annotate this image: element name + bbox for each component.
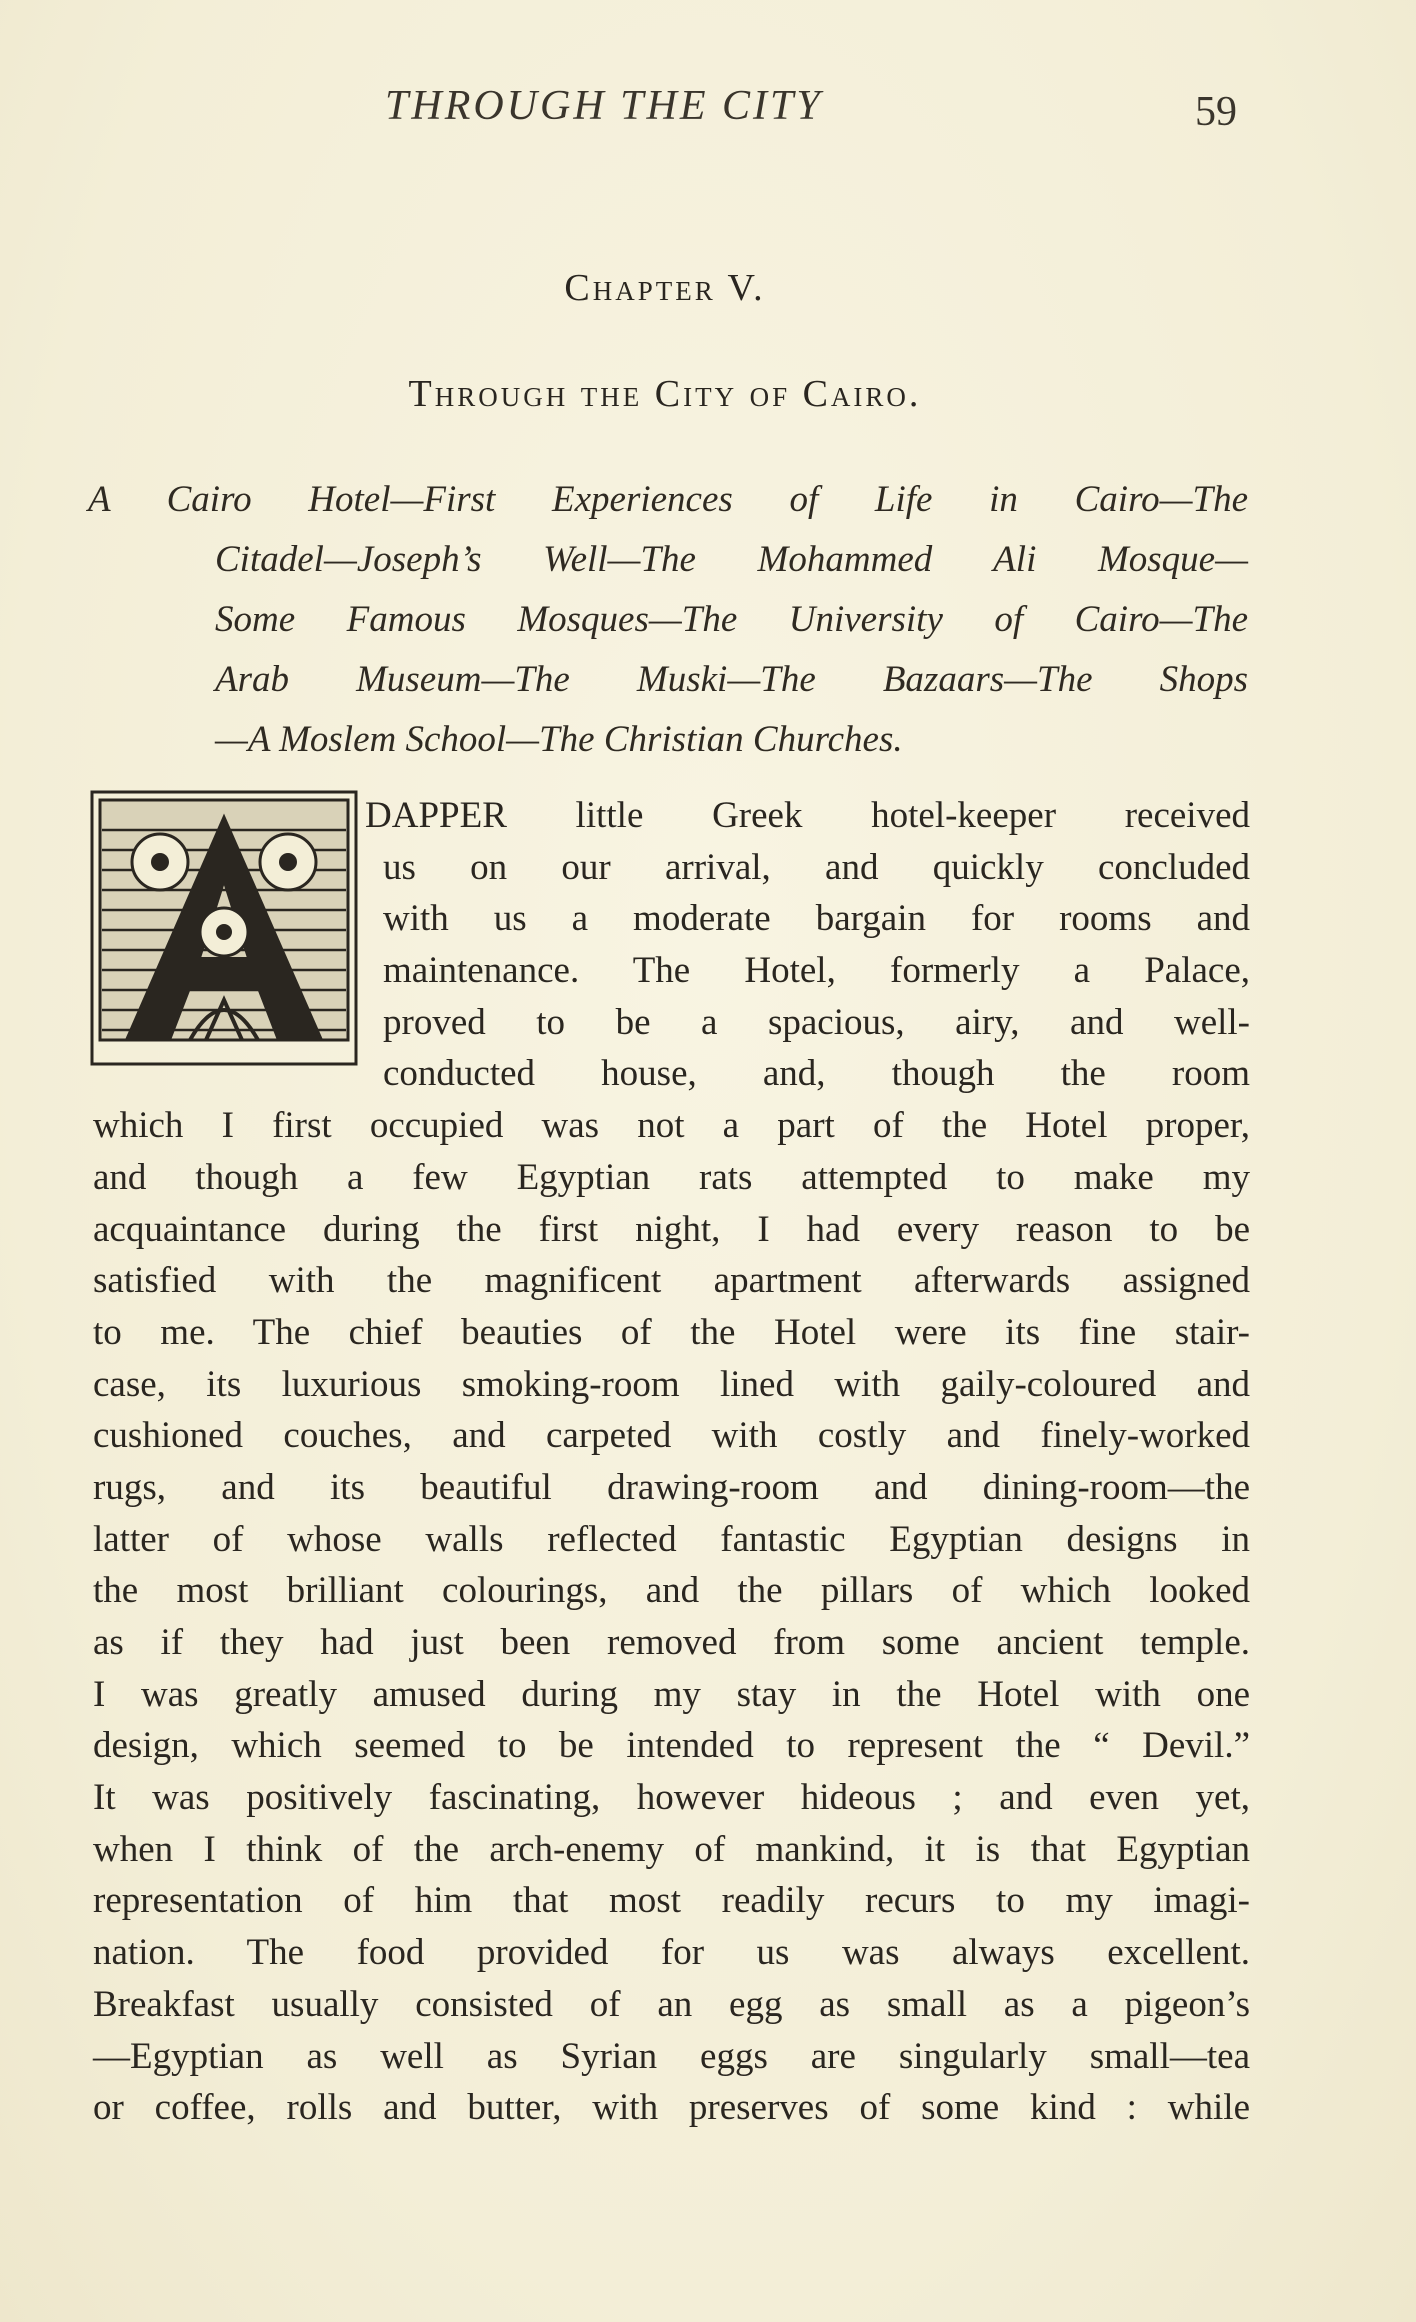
body-line: conducted house, and, though the room [383,1053,1250,1095]
body-line: cushioned couches, and carpeted with costly and finely-worked [93,1415,1250,1457]
synopsis-line: A Cairo Hotel—First Experiences of Life in Cairo—The [88,479,1248,520]
body-line: design, which seemed to be intended to represent the “ Devil.” [93,1725,1250,1767]
body-line: which I first occupied was not a part of the Hotel proper, [93,1105,1250,1147]
synopsis-line: Some Famous Mosques—The University of Cairo—The [215,599,1248,640]
running-title: THROUGH THE CITY [385,83,823,129]
body-line: proved to be a spacious, airy, and well- [383,1001,1250,1043]
body-line: to me. The chief beauties of the Hotel were its fine stair- [93,1311,1250,1353]
body-line: representation of him that most readily recurs to my imagi- [93,1880,1250,1922]
chapter-synopsis [88,470,1248,770]
body-line: acquaintance during the first night, I had every reason to be [93,1208,1250,1250]
body-line: or coffee, rolls and butter, with preserves of some kind : while [93,2087,1250,2129]
synopsis-line: —A Moslem School—The Christian Churches. [215,719,903,760]
body-line: with us a moderate bargain for rooms and [383,898,1250,940]
body-line: satisfied with the magnificent apartment afterwards assigned [93,1260,1250,1302]
body-line: I was greatly amused during my stay in the Hotel with one [93,1673,1250,1715]
body-line: as if they had just been removed from some ancient temple. [93,1622,1250,1663]
synopsis-line: Citadel—Joseph’s Well—The Mohammed Ali Mosque— [215,539,1248,580]
body-line: rugs, and its beautiful drawing-room and dining-room—the [93,1466,1250,1508]
body-line: nation. The food provided for us was always excellent. [93,1932,1250,1974]
synopsis-line: Arab Museum—The Muski—The Bazaars—The Shops [215,659,1248,700]
body-line: latter of whose walls reflected fantastic Egyptian designs in [93,1518,1250,1560]
body-line: the most brilliant colourings, and the pillars of which looked [93,1570,1250,1612]
body-line: maintenance. The Hotel, formerly a Palace, [383,950,1250,992]
body-line: and though a few Egyptian rats attempted to make my [93,1156,1250,1198]
body-line: case, its luxurious smoking-room lined with gaily-coloured and [93,1363,1250,1405]
body-line: —Egyptian as well as Syrian eggs are singularly small—tea [93,2035,1250,2077]
body-line: when I think of the arch-enemy of mankind, it is that Egyptian [93,1828,1250,1870]
chapter-label: Chapter V. [564,267,766,309]
chapter-title: Through the City of Cairo. [408,373,922,415]
page-number: 59 [1195,89,1237,135]
running-head [0,82,1416,142]
body-line: DAPPER little Greek hotel-keeper received [365,795,1250,836]
body-line: Breakfast usually consisted of an egg as small as a pigeon’s [93,1983,1250,2025]
body-paragraph [93,790,1250,2134]
body-line: It was positively fascinating, however hideous ; and even yet, [93,1777,1250,1819]
body-line: us on our arrival, and quickly concluded [383,846,1250,888]
